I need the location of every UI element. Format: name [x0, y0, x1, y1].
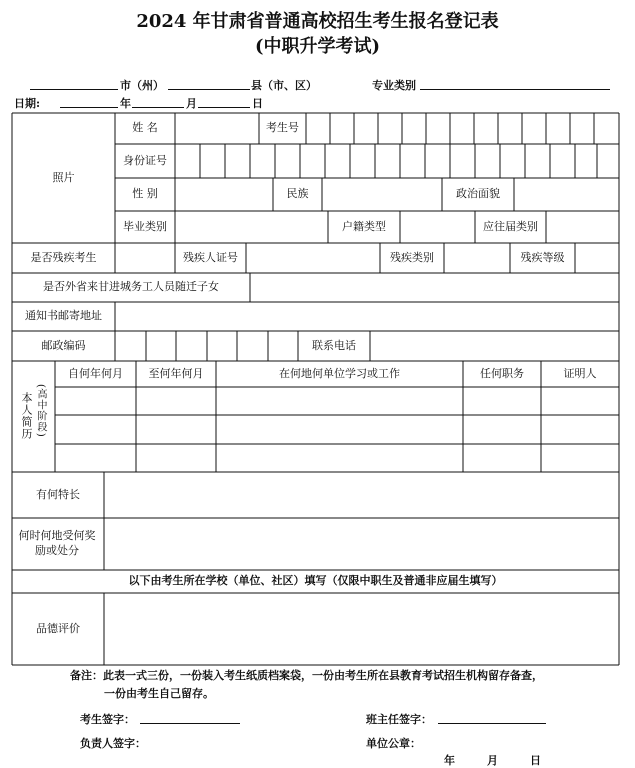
footer-year-label: 年: [444, 754, 455, 767]
page-subtitle: (中职升学考试): [254, 36, 381, 57]
where-unit-header: 在何地何单位学习或工作: [279, 366, 400, 380]
date-label: 日期:: [14, 97, 41, 110]
gender-label: 性 别: [132, 187, 158, 201]
major-label: 专业类别: [372, 79, 416, 92]
school-category-label: 毕业类别: [123, 219, 167, 233]
student-sign-line[interactable]: [140, 723, 240, 724]
moral-label: 品德评价: [36, 621, 80, 635]
postcode-label: 邮政编码: [41, 338, 86, 352]
political-label: 政治面貌: [456, 187, 500, 201]
seal-label: 单位公章：: [366, 737, 421, 750]
disability-cert-label: 残疾人证号: [183, 250, 238, 264]
date-month-label: 月: [186, 97, 197, 110]
from-date-header: 自何年何月: [68, 366, 123, 380]
specialty-label: 有何特长: [36, 487, 80, 501]
hukou-label: 户籍类型: [342, 219, 386, 233]
leader-sign-label: 负责人签字：: [80, 737, 146, 750]
id-no-label: 身份证号: [123, 153, 167, 167]
disabled-label: 是否残疾考生: [30, 250, 97, 264]
note-line-1: 备注：此表一式三份，一份装入考生纸质档案袋，一份由考生所在县教育考试招生机构留存备查，: [70, 669, 543, 682]
page-title: 2024 年甘肃省普通高校招生考生报名登记表: [136, 11, 499, 32]
resume-sub-label: (高中阶段): [35, 384, 46, 438]
ethnicity-label: 民族: [286, 187, 309, 201]
name-label: 姓 名: [132, 121, 158, 135]
county-label: 县（市、区）: [251, 79, 317, 92]
city-label: 市（州）: [120, 79, 164, 92]
phone-label: 联系电话: [312, 338, 356, 352]
note-line-2: 一份由考生自己留存。: [104, 687, 214, 700]
student-sign-label: 考生签字：: [80, 713, 135, 726]
date-day-label: 日: [252, 97, 263, 110]
witness-header: 证明人: [563, 366, 597, 380]
teacher-sign-label: 班主任签字：: [366, 713, 432, 726]
date-year-label: 年: [120, 97, 131, 110]
position-header: 任何职务: [480, 366, 524, 380]
footer-month-label: 月: [487, 754, 498, 767]
migrant-label: 是否外省来甘进城务工人员随迁子女: [43, 280, 219, 294]
exam-no-label: 考生号: [266, 121, 299, 135]
disability-level-label: 残疾等级: [520, 250, 565, 264]
awards-label: 何时何地受何奖励或处分: [18, 529, 96, 557]
resume-main-label: 本人简历: [20, 392, 33, 440]
graduate-type-label: 应往届类别: [483, 219, 538, 233]
footer-day-label: 日: [530, 754, 541, 767]
mail-address-label: 通知书邮寄地址: [25, 309, 102, 323]
to-date-header: 至何年何月: [148, 366, 204, 380]
school-fill-note: 以下由考生所在学校（单位、社区）填写（仅限中职生及普通非应届生填写）: [128, 574, 503, 588]
disability-type-label: 残疾类别: [390, 250, 434, 264]
teacher-sign-line[interactable]: [438, 723, 546, 724]
photo-area[interactable]: 照片: [52, 170, 75, 184]
